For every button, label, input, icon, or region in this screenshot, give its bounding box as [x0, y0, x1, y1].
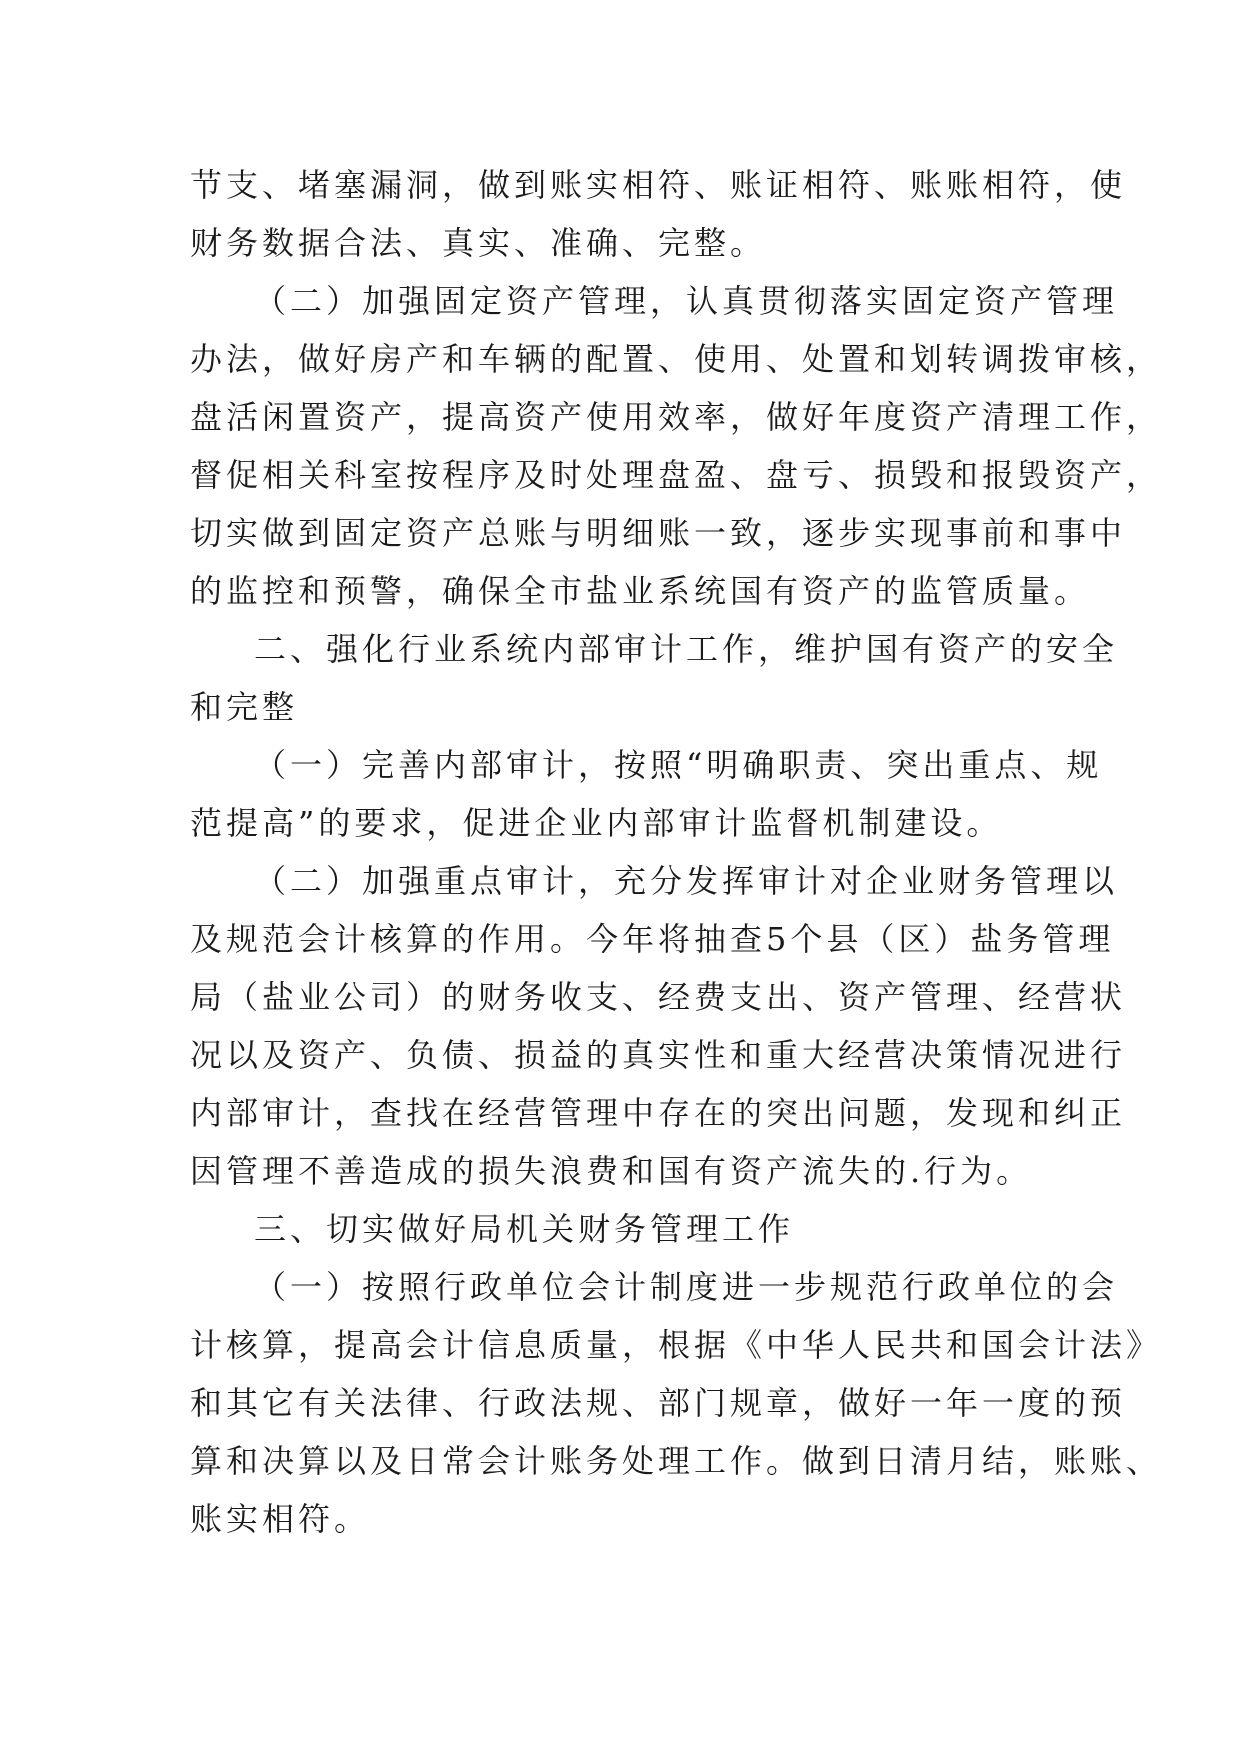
text-line: 范提高”的要求，促进企业内部审计监督机制建设。: [190, 804, 1003, 842]
text-line: 内部审计，查找在经营管理中存在的突出问题，发现和纠正: [190, 1094, 1127, 1132]
text-line: 账实相符。: [190, 1500, 371, 1538]
document-body: [190, 156, 1163, 1548]
text-line: 及规范会计核算的作用。今年将抽查5个县（区）盐务管理: [190, 920, 1115, 958]
text-line: 财务数据合法、真实、准确、完整。: [190, 224, 767, 262]
section-heading-line: 三、切实做好局机关财务管理工作: [254, 1210, 795, 1248]
text-line: 和其它有关法律、行政法规、部门规章，做好一年一度的预: [190, 1384, 1127, 1422]
text-line: 局（盐业公司）的财务收支、经费支出、资产管理、经营状: [190, 978, 1127, 1016]
text-line: 的监控和预警，确保全市盐业系统国有资产的监管质量。: [190, 572, 1091, 610]
text-line: 计核算，提高会计信息质量，根据《中华人民共和国会计法》: [190, 1326, 1163, 1364]
text-line: （一）按照行政单位会计制度进一步规范行政单位的会: [254, 1268, 1119, 1306]
section-heading-line: 和完整: [190, 688, 299, 726]
text-line: 节支、堵塞漏洞，做到账实相符、账证相符、账账相符，使: [190, 166, 1127, 204]
text-line: 切实做到固定资产总账与明细账一致，逐步实现事前和事中: [190, 514, 1127, 552]
text-line: （二）加强固定资产管理，认真贯彻落实固定资产管理: [254, 282, 1119, 320]
text-line: 盘活闲置资产，提高资产使用效率，做好年度资产清理工作，: [190, 398, 1163, 436]
text-line: 督促相关科室按程序及时处理盘盈、盘亏、损毁和报毁资产，: [190, 456, 1163, 494]
section-heading-line: 二、强化行业系统内部审计工作，维护国有资产的安全: [254, 630, 1119, 668]
text-line: （一）完善内部审计，按照“明确职责、突出重点、规: [254, 746, 1103, 784]
text-line: （二）加强重点审计，充分发挥审计对企业财务管理以: [254, 862, 1119, 900]
text-line: 算和决算以及日常会计账务处理工作。做到日清月结，账账、: [190, 1442, 1163, 1480]
text-line: 办法，做好房产和车辆的配置、使用、处置和划转调拨审核，: [190, 340, 1163, 378]
text-line: 况以及资产、负债、损益的真实性和重大经营决策情况进行: [190, 1036, 1127, 1074]
text-line: 因管理不善造成的损失浪费和国有资产流失的.行为。: [190, 1152, 1033, 1190]
